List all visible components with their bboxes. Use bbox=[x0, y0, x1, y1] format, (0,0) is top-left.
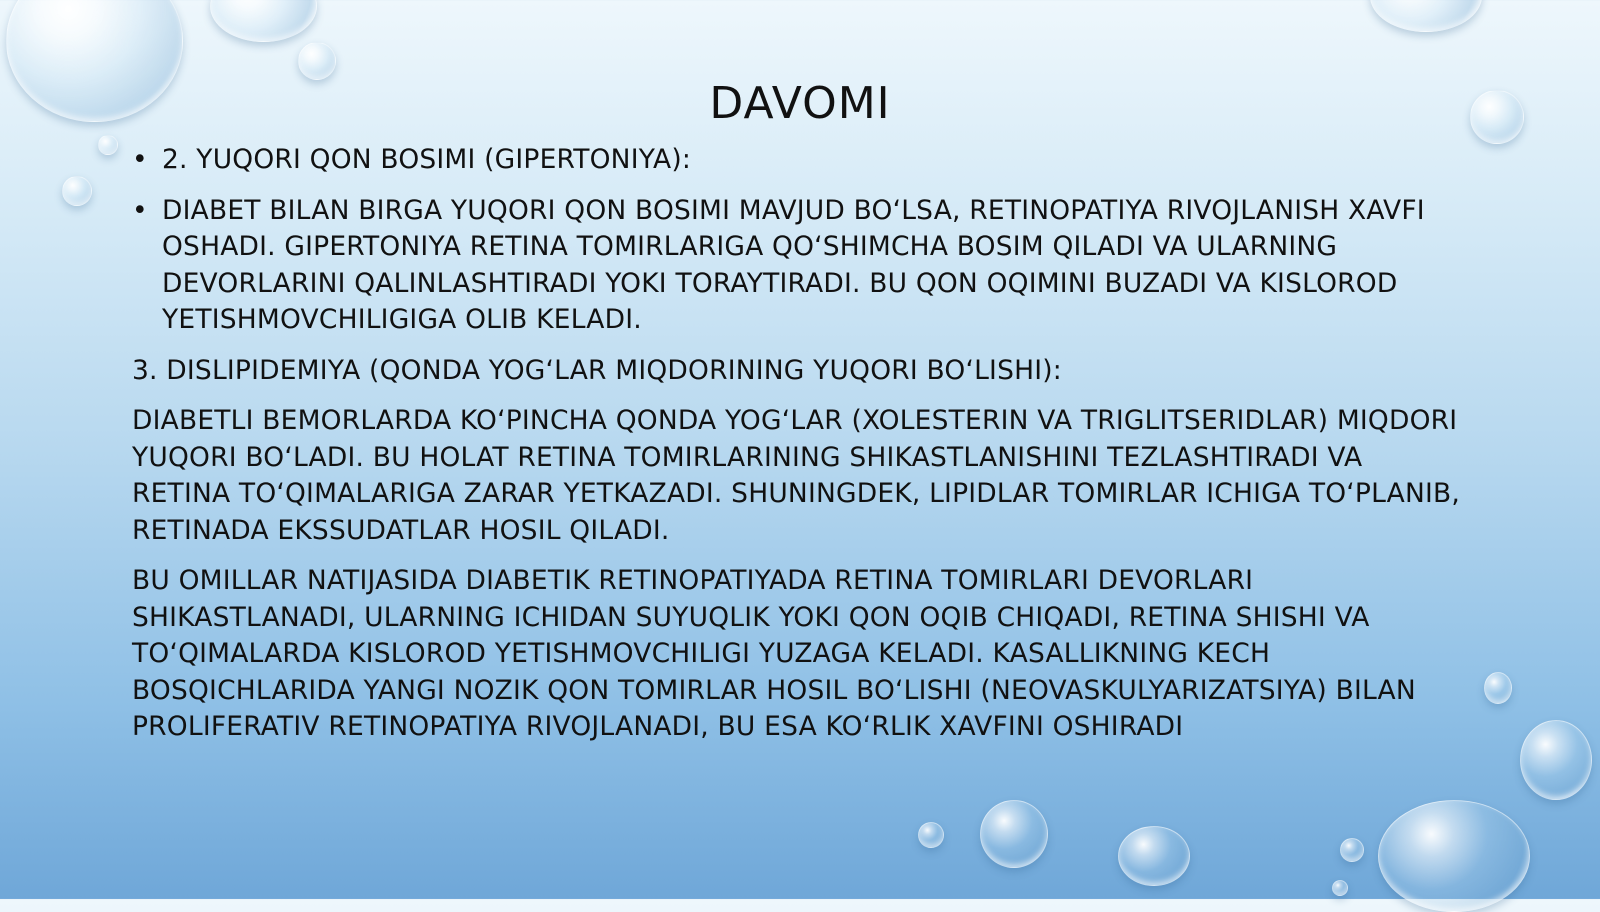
water-drop-decoration bbox=[298, 42, 336, 80]
slide-body bbox=[132, 142, 1462, 760]
body-paragraph: 3. DISLIPIDEMIYA (QONDA YOG‘LAR MIQDORINING YUQORI BO‘LISHI): bbox=[132, 354, 1062, 386]
bullet-item: • DIABET BILAN BIRGA YUQORI QON BOSIMI MAVJUD BO‘LSA, RETINOPATIYA RIVOJLANISH XAVFI OSHADI. GIPERTONIYA RETINA TOMIRLARIGA QO‘SHIMCHA BOSIM QILADI VA ULARNING DEVORLARINI QALINLASHTIRADI YOKI TORAYTIRADI. BU QON OQIMINI BUZADI VA KISLOROD YETISHMOVCHILIGIGA OLIB KELADI. bbox=[132, 193, 1462, 339]
water-drop-decoration bbox=[918, 822, 944, 848]
body-paragraph: BU OMILLAR NATIJASIDA DIABETIK RETINOPATIYADA RETINA TOMIRLARI DEVORLARI SHIKASTLANADI, ULARNING ICHIDAN SUYUQLIK YOKI QON OQIB CHIQADI, RETINA SHISHI VA TO‘QIMALARDA KISLOROD YETISHMOVCHILIGI YUZAGA KELADI. KASALLIKNING KECH BOSQICHLARIDA YANGI NOZIK QON TOMIRLAR HOSIL BO‘LISHI (NEOVASKULYARIZATSIYA) BILAN PROLIFERATIV RETINOPATIYA RIVOJLANADI, BU ESA KO‘RLIK XAVFINI OSHIRADI bbox=[132, 565, 1416, 742]
water-drop-decoration bbox=[1340, 838, 1364, 862]
slide-title: DAVOMI bbox=[709, 78, 891, 129]
water-drop-decoration bbox=[1378, 800, 1530, 912]
bullet-item: • 2. YUQORI QON BOSIMI (GIPERTONIYA): bbox=[132, 142, 1462, 179]
water-drop-decoration bbox=[1484, 672, 1512, 704]
water-drop-decoration bbox=[62, 176, 92, 206]
water-drop-decoration bbox=[210, 0, 317, 42]
water-drop-decoration bbox=[98, 135, 118, 155]
water-drop-decoration bbox=[1370, 0, 1482, 32]
water-drop-decoration bbox=[980, 800, 1048, 868]
water-drop-decoration bbox=[1332, 880, 1348, 896]
water-drop-decoration bbox=[1118, 826, 1190, 886]
body-paragraph: DIABETLI BEMORLARDA KO‘PINCHA QONDA YOG‘LAR (XOLESTERIN VA TRIGLITSERIDLAR) MIQDORI YUQORI BO‘LADI. BU HOLAT RETINA TOMIRLARINING SHIKASTLANISHINI TEZLASHTIRADI VA RETINA TO‘QIMALARIGA ZARAR YETKAZADI. SHUNINGDEK, LIPIDLAR TOMIRLAR ICHIGA TO‘PLANIB, RETINADA EKSSUDATLAR HOSIL QILADI. bbox=[132, 405, 1461, 546]
water-drop-decoration bbox=[1520, 720, 1592, 800]
